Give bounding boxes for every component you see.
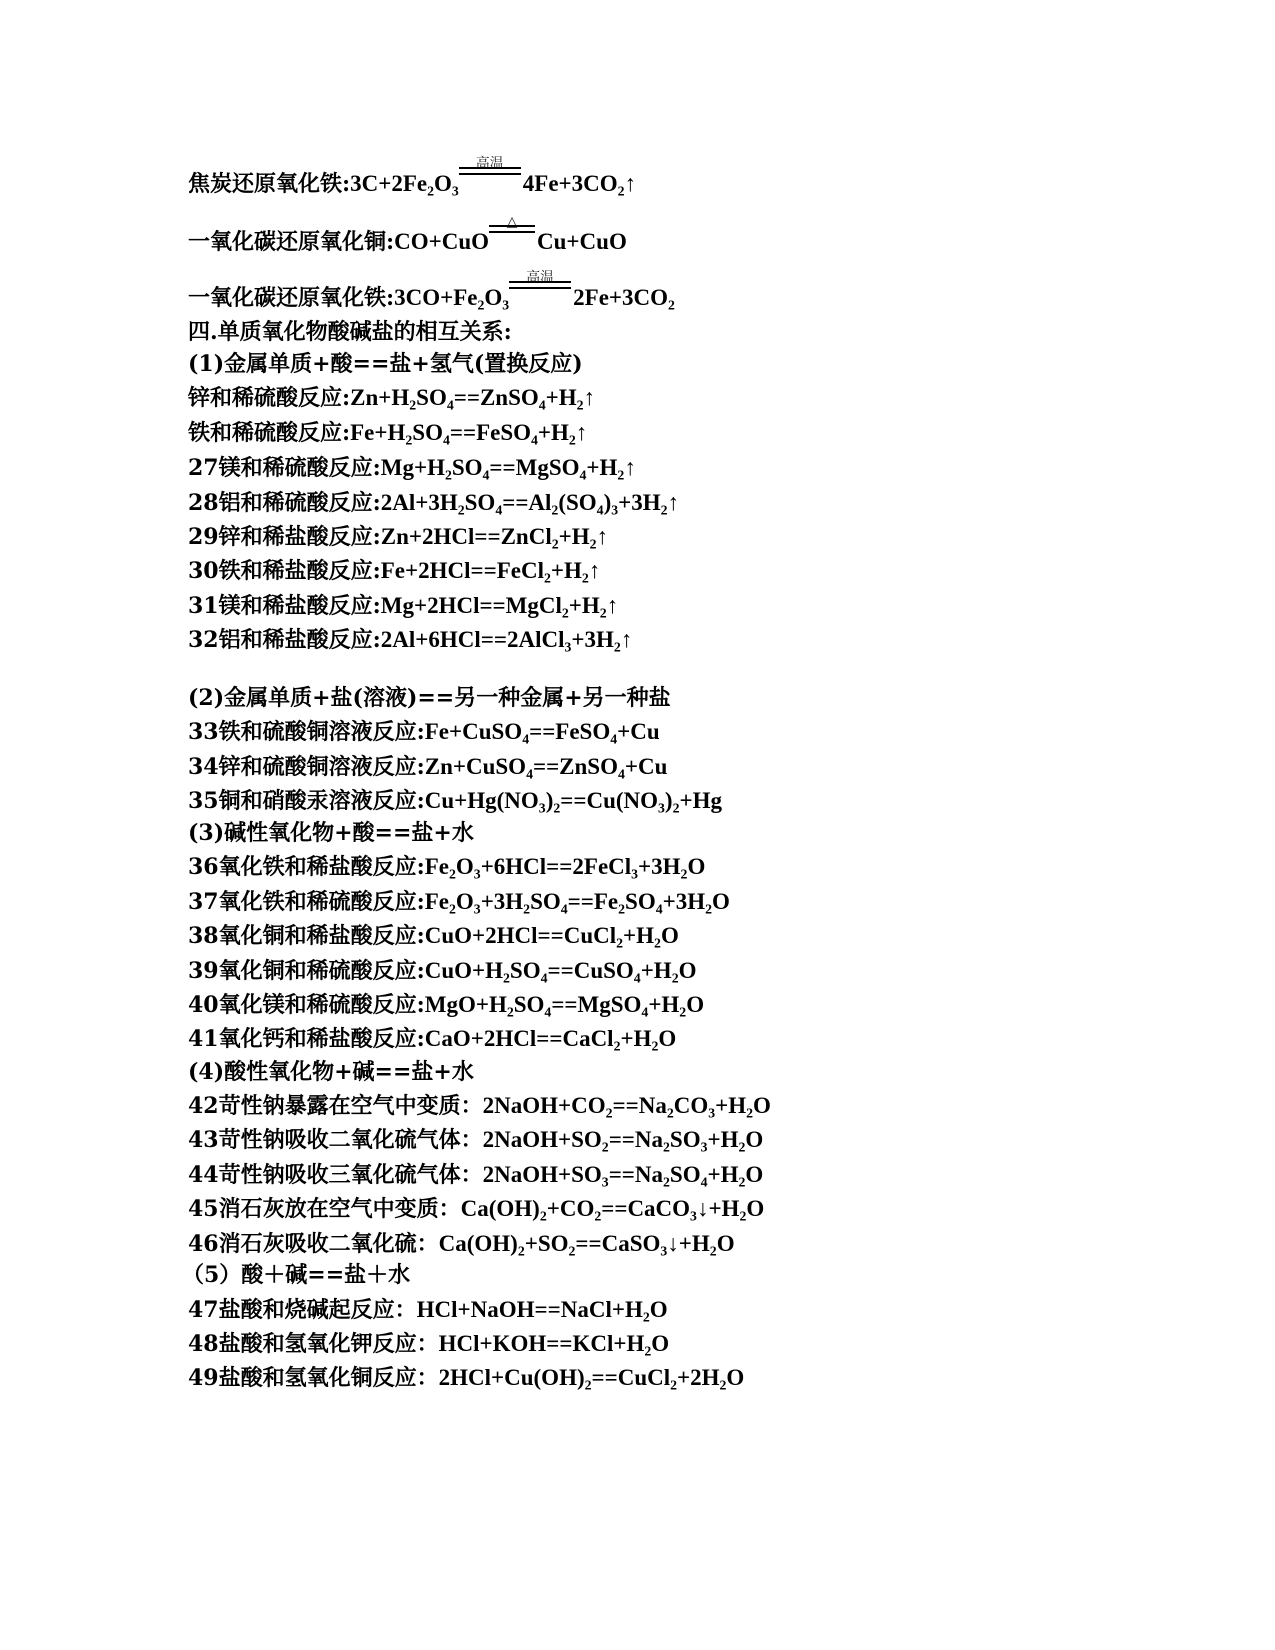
subsection-heading-4: (4)酸性氧化物+碱==盐+水 [188,1059,474,1085]
equation-line-3 [188,270,675,312]
equation-label: 44苛性钠吸收三氧化硫气体： [188,1162,483,1188]
equation-line [188,626,632,654]
formula-products: 4Fe+3CO₂↑ [522,171,637,196]
formula: 2NaOH+CO₂==Na₂CO₃+H₂O [482,1093,771,1118]
equation-line [188,419,587,447]
equation-line-1 [188,156,637,198]
condition-label: 高温 [475,156,504,172]
reaction-condition [459,156,521,198]
equation-line [188,1296,668,1324]
equation-line [188,1126,763,1154]
formula: CuO+2HCl==CuCl₂+H₂O [424,923,679,948]
formula-reactants: 3C+2Fe₂O₃ [350,171,459,196]
formula: 2NaOH+SO₃==Na₂SO₄+H₂O [482,1162,764,1187]
equation-line-2 [188,214,627,256]
equation-label: 46消石灰吸收二氧化硫： [188,1231,439,1257]
equation-label: 一氧化碳还原氧化铜: [188,229,395,255]
formula-reactants: CO+CuO [394,229,490,254]
formula-products: 2Fe+3CO₂ [573,285,675,310]
equation-label: 35铜和硝酸汞溶液反应: [188,788,425,814]
formula: HCl+KOH==KCl+H₂O [438,1331,670,1356]
subsection-heading-5: （5）酸＋碱==盐＋水 [182,1262,411,1288]
formula: 2HCl+Cu(OH)₂==CuCl₂+2H₂O [438,1365,745,1390]
equation-line [188,922,679,950]
equation-line [188,1025,676,1053]
equation-line [188,557,600,585]
equation-label: 31镁和稀盐酸反应: [188,593,381,619]
formula: 2Al+3H₂SO₄==Al₂(SO₄)₃+3H₂↑ [380,490,680,515]
equation-line [188,523,608,551]
equation-line [188,489,679,517]
formula: Fe+CuSO₄==FeSO₄+Cu [424,719,660,744]
subsection-heading-2: (2)金属单质+盐(溶液)==另一种金属+另一种盐 [188,685,671,711]
equation-label: 40氧化镁和稀硫酸反应: [188,992,425,1018]
equation-label: 48盐酸和氢氧化钾反应： [188,1331,439,1357]
equation-label: 49盐酸和氢氧化铜反应： [188,1365,439,1391]
condition-label: 高温 [526,270,555,286]
equation-line [188,888,730,916]
equation-label: 28铝和稀硫酸反应: [188,490,381,516]
equation-label: 34锌和硫酸铜溶液反应: [188,754,425,780]
equation-line [188,592,618,620]
formula: Fe₂O₃+6HCl==2FeCl₃+3H₂O [424,854,706,879]
formula: Mg+2HCl==MgCl₂+H₂↑ [380,593,619,618]
equation-label: 47盐酸和烧碱起反应： [188,1297,417,1323]
equation-label: 33铁和硫酸铜溶液反应: [188,719,425,745]
formula: Ca(OH)₂+CO₂==CaCO₃↓+H₂O [460,1196,765,1221]
reaction-condition [489,214,535,256]
formula: MgO+H₂SO₄==MgSO₄+H₂O [424,992,705,1017]
equation-line [188,1161,763,1189]
formula: CaO+2HCl==CaCl₂+H₂O [424,1026,677,1051]
formula-reactants: 3CO+Fe₂O₃ [394,285,510,310]
equation-line [188,1330,669,1358]
equation-label: 29锌和稀盐酸反应: [188,524,381,550]
equation-label: 32铝和稀盐酸反应: [188,627,381,653]
equation-label: 42苛性钠暴露在空气中变质： [188,1093,483,1119]
equals-bar [509,281,571,289]
equation-line [188,753,667,781]
subsection-heading-1: (1)金属单质+酸==盐+氢气(置换反应) [188,351,583,377]
formula: CuO+H₂SO₄==CuSO₄+H₂O [424,958,697,983]
equals-bar [459,167,521,175]
equation-label: 一氧化碳还原氧化铁: [188,285,395,311]
equation-label: 45消石灰放在空气中变质： [188,1196,461,1222]
formula: Zn+CuSO₄==ZnSO₄+Cu [424,754,668,779]
formula: HCl+NaOH==NaCl+H₂O [416,1297,668,1322]
formula: Ca(OH)₂+SO₂==CaSO₃↓+H₂O [438,1231,735,1256]
reaction-condition [509,270,571,312]
equation-line [188,718,660,746]
equation-line [188,1364,744,1392]
formula: Cu+Hg(NO₃)₂==Cu(NO₃)₂+Hg [424,788,722,813]
formula: Fe+2HCl==FeCl₂+H₂↑ [380,558,601,583]
formula: Fe+H₂SO₄==FeSO₄+H₂↑ [350,420,588,445]
equation-line [188,1195,764,1223]
formula: 2Al+6HCl==2AlCl₃+3H₂↑ [380,627,633,652]
equals-bar [489,225,535,233]
formula: Mg+H₂SO₄==MgSO₄+H₂↑ [380,455,636,480]
equation-line [188,384,595,412]
equation-line [188,1230,735,1258]
equation-line [188,957,696,985]
equation-label: 41氧化钙和稀盐酸反应: [188,1026,425,1052]
equation-line [188,454,636,482]
equation-line [188,787,722,815]
section-heading-4: 四.单质氧化物酸碱盐的相互关系: [188,319,512,345]
formula: Fe₂O₃+3H₂SO₄==Fe₂SO₄+3H₂O [424,889,730,914]
equation-label: 39氧化铜和稀硫酸反应: [188,958,425,984]
equation-label: 30铁和稀盐酸反应: [188,558,381,584]
equation-label: 27镁和稀硫酸反应: [188,455,381,481]
equation-label: 38氧化铜和稀盐酸反应: [188,923,425,949]
equation-label: 43苛性钠吸收二氧化硫气体： [188,1127,483,1153]
condition-label: △ [506,214,518,230]
equation-line [188,1092,771,1120]
equation-line [188,853,705,881]
formula: Zn+H₂SO₄==ZnSO₄+H₂↑ [350,385,596,410]
formula-products: Cu+CuO [537,229,627,254]
equation-line [188,991,704,1019]
equation-label: 铁和稀硫酸反应: [188,420,351,446]
equation-label: 36氧化铁和稀盐酸反应: [188,854,425,880]
equation-label: 37氧化铁和稀硫酸反应: [188,889,425,915]
equation-label: 锌和稀硫酸反应: [188,385,351,411]
equation-label: 焦炭还原氧化铁: [188,171,351,197]
formula: Zn+2HCl==ZnCl₂+H₂↑ [380,524,609,549]
subsection-heading-3: (3)碱性氧化物+酸==盐+水 [188,820,474,846]
formula: 2NaOH+SO₂==Na₂SO₃+H₂O [482,1127,764,1152]
